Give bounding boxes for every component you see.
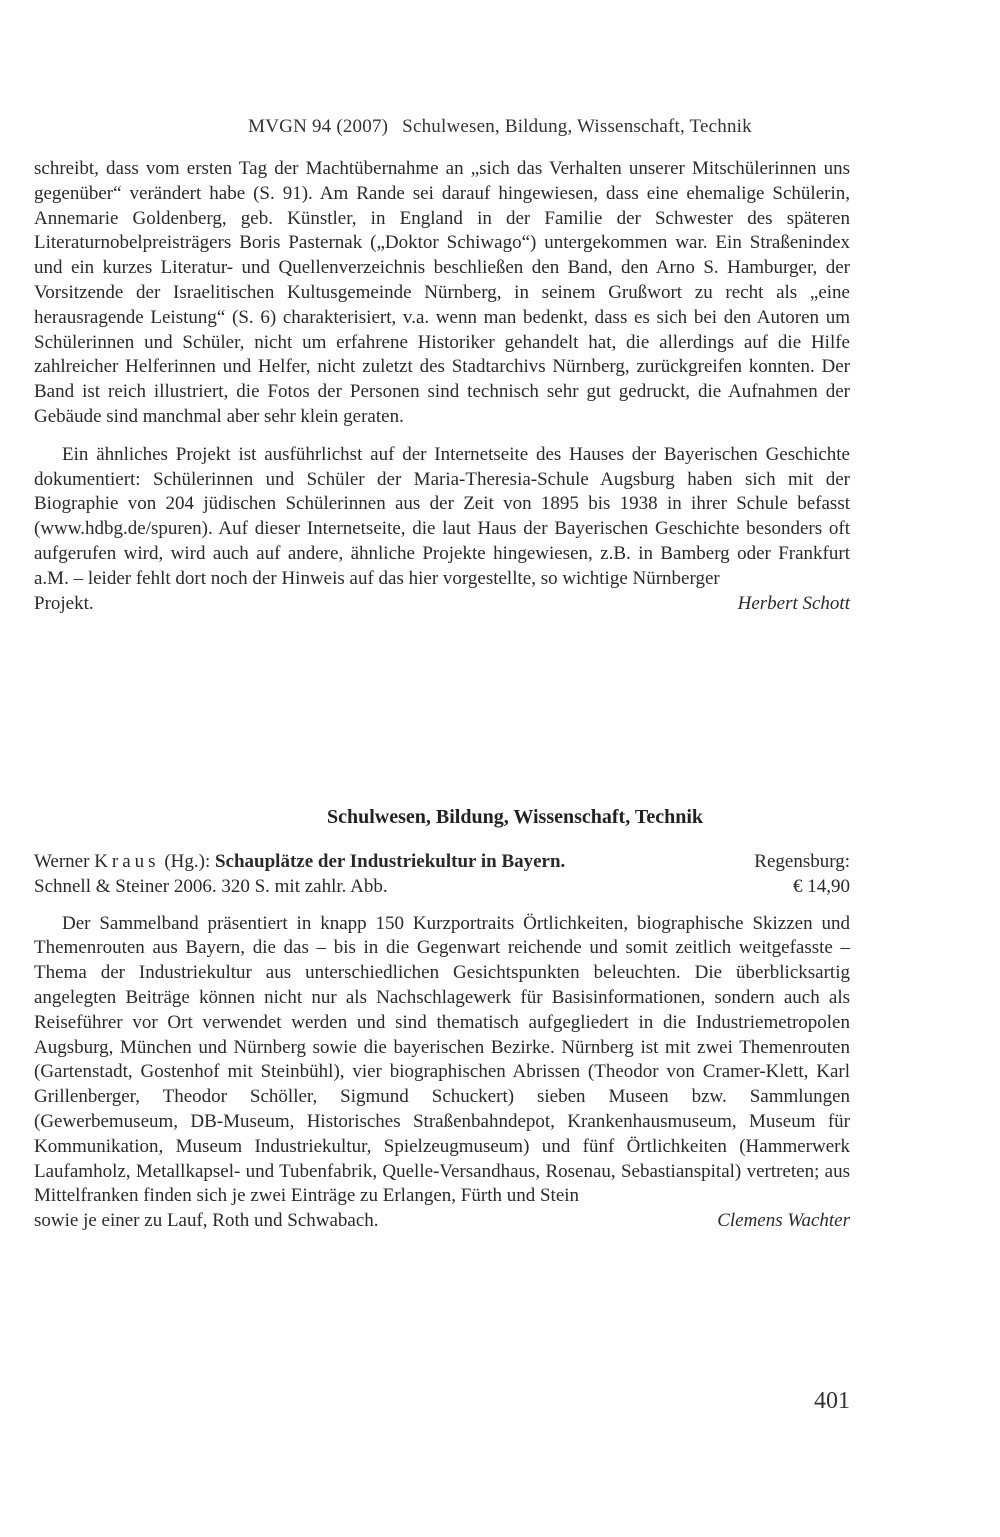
review1-reviewer-name: Herbert Schott [737, 592, 850, 614]
review1-signature-row [34, 592, 850, 617]
editor-first-name: Werner [34, 851, 90, 872]
review2-last-line: sowie je einer zu Lauf, Roth und Schwabach. [34, 1210, 379, 1232]
running-head [0, 116, 1000, 138]
page-number: 401 [814, 1388, 850, 1414]
review2-signature-row [34, 1209, 850, 1234]
review1-paragraph-1: schreibt, dass vom ersten Tag der Machtübernahme an „sich das Verhalten unserer Mitschülerinnen uns gegenüber“ verändert habe (S. 91). Am Rande sei darauf hingewiesen, dass eine ehemalige Schülerin, Annemarie Goldenberg, geb. Künstler, in England in der Familie der Schwester des späteren Literaturnobelpreisträgers Boris Pasternak („Doktor Schiwago“) untergekommen war. Ein Straßenindex und ein kurzes Literatur- und Quellenverzeichnis beschließen den Band, den Arno S. Hamburger, der Vorsitzende der Israelitischen Kultusgemeinde Nürnberg, in seinem Grußwort zu recht als „eine herausragende Leistung“ (S. 6) charakterisiert, v.a. wenn man bedenkt, dass es sich bei den Autoren um Schülerinnen und Schüler, nicht um erfahrene Historiker gehandelt hat, die allerdings auf die Hilfe zahlreicher Helferinnen und Helfer, nicht zuletzt des Stadtarchivs Nürnberg, zurückgreifen konnten. Der Band ist reich illustriert, die Fotos der Personen sind technisch sehr gut gedruckt, die Aufnahmen der Gebäude sind manchmal aber sehr klein geraten. [34, 158, 850, 427]
review2-reviewer-name: Clemens Wachter [717, 1210, 850, 1232]
editor-last-name: Kraus [94, 851, 160, 872]
review2-body: Der Sammelband präsentiert in knapp 150 Kurzportraits Örtlichkeiten, biographische Skizzen und Themenrouten aus Bayern, die das – bis in die Gegenwart reichende und somit zeitlich weitgefasste – Thema der Industriekultur aus unterschiedlichen Gesichtspunkten beleuchten. Die überblicksartig angelegten Beiträge können nicht nur als Nachschlagewerk für Basisinformationen, sondern auch als Reiseführer vor Ort verwendet werden und sind thematisch aufgegliedert in die Industriemetropolen Augsburg, München und Nürnberg sowie die bayerischen Bezirke. Nürnberg ist mit zwei Themenrouten (Gartenstadt, Gostenhof mit Steinbühl), vier biographischen Abrissen (Theodor von Cramer-Klett, Karl Grillenberger, Theodor Schöller, Sigmund Schuckert) sieben Museen bzw. Sammlungen (Gewerbemuseum, DB-Museum, Historisches Straßenbahndepot, Krankenhausmuseum, Museum für Kommunikation, Museum Industriekultur, Spielzeugmuseum) und fünf Örtlichkeiten (Hammerwerk Laufamholz, Metallkapsel- und Tubenfabrik, Quelle-Versandhaus, Rosenau, Sebastianspital) vertreten; aus Mittelfranken finden sich je zwei Einträge zu Erlangen, Fürth und Stein [34, 912, 850, 1207]
book-price: € 14,90 [793, 875, 850, 897]
running-head-section: Schulwesen, Bildung, Wissenschaft, Technik [402, 116, 752, 137]
running-head-journal: MVGN 94 (2007) [248, 116, 389, 137]
review1-last-word: Projekt. [34, 592, 94, 614]
citation-author-title [34, 850, 565, 875]
review-continuation [34, 157, 850, 616]
review1-paragraph-2 [34, 443, 850, 592]
review2-text [34, 912, 850, 1234]
citation-line-1 [34, 850, 850, 875]
book-title: Schauplätze der Industriekultur in Bayern. [214, 851, 566, 872]
citation-line-2 [34, 875, 850, 900]
section-heading: Schulwesen, Bildung, Wissenschaft, Technik [326, 806, 704, 828]
publication-place: Regensburg: [754, 851, 850, 872]
review1-paragraph-2-text: Ein ähnliches Projekt ist ausführlichst auf der Internetseite des Hauses der Bayerischen Geschichte dokumentiert: Schülerinnen und Schüler der Maria-Theresia-Schule Augsburg haben sich mit der Biographie von 204 jüdischen Schülerinnen aus der Zeit von 1895 bis 1938 in ihrer Schule befasst (www.hdbg.de/spuren). Auf dieser Internetseite, die laut Haus der Bayerischen Geschichte besonders oft aufgerufen wird, wird auch auf andere, ähnliche Projekte hingewiesen, z.B. in Bamberg oder Frankfurt a.M. – leider fehlt dort noch der Hinweis auf das hier vorgestellte, so wichtige Nürnberger [34, 443, 850, 589]
publisher-info: Schnell & Steiner 2006. 320 S. mit zahlr. Abb. [34, 875, 388, 897]
review2-citation [34, 850, 850, 1234]
editor-role: (Hg.): [164, 851, 211, 872]
